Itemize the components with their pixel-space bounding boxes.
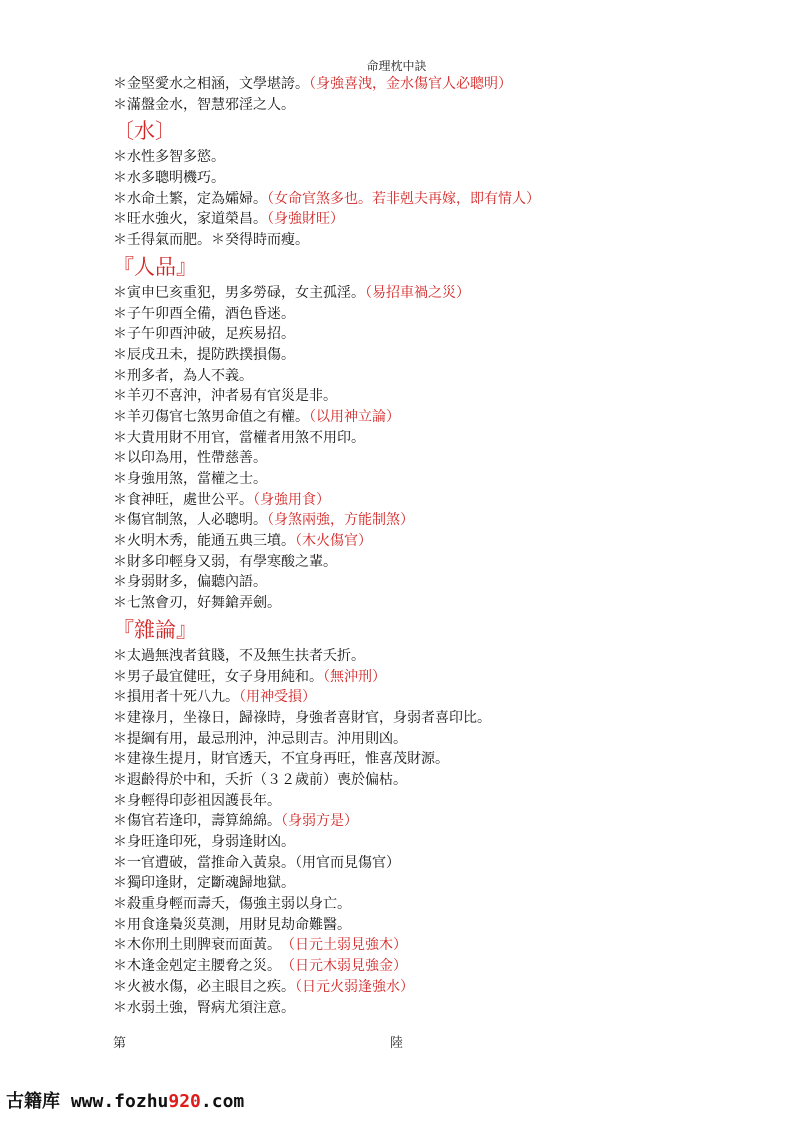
line-text: ＊用食逢梟災莫測，用財見劫命難醫。 bbox=[113, 916, 351, 933]
text-line bbox=[113, 687, 733, 708]
text-line bbox=[113, 490, 733, 511]
line-text: ＊身弱財多，偏聽內語。 bbox=[113, 574, 267, 591]
text-line bbox=[113, 469, 733, 490]
line-annotation: （日元木弱見強金） bbox=[288, 958, 407, 975]
text-line bbox=[113, 770, 733, 791]
line-text: ＊財多印輕身又弱，有學寒酸之輩。 bbox=[113, 553, 337, 570]
text-line bbox=[113, 324, 733, 345]
line-annotation: （無沖刑） bbox=[323, 668, 386, 685]
line-text: ＊太過無洩者貧賤，不及無生扶者夭折。 bbox=[113, 647, 365, 664]
text-line bbox=[113, 667, 733, 688]
footer-right: 陸 bbox=[390, 1036, 404, 1051]
line-text: ＊身強用煞，當權之士。 bbox=[113, 471, 267, 487]
line-text: ＊水性多智多慾。 bbox=[113, 149, 225, 166]
watermark-suffix: .com bbox=[200, 1091, 245, 1112]
text-line bbox=[113, 593, 733, 614]
line-annotation: （以用神立論） bbox=[309, 408, 400, 425]
text-line bbox=[113, 386, 733, 407]
text-line bbox=[113, 366, 733, 387]
line-text: ＊建祿月，坐祿日，歸祿時，身強者喜財官，身弱者喜印比。 bbox=[113, 709, 491, 726]
line-text: ＊壬得氣而肥。＊癸得時而瘦。 bbox=[113, 232, 309, 249]
section-heading: 『雜論』 bbox=[113, 617, 197, 642]
watermark-highlight: 920 bbox=[168, 1091, 201, 1112]
text-line bbox=[113, 230, 733, 251]
line-text: ＊木你刑土則脾衰而面黃。 bbox=[113, 937, 288, 954]
footer-left: 第 bbox=[113, 1036, 127, 1051]
text-line bbox=[113, 74, 733, 95]
line-text: ＊建祿生提月，財官透天，不宜身再旺，惟喜茂財源。 bbox=[113, 751, 449, 768]
line-text: ＊滿盤金水，智慧邪淫之人。 bbox=[113, 96, 295, 113]
text-line bbox=[113, 209, 733, 230]
text-line bbox=[113, 977, 733, 998]
page-header: 命理枕中訣 bbox=[366, 59, 427, 73]
text-line bbox=[113, 168, 733, 189]
line-text: ＊男子最宜健旺，女子身用純和。 bbox=[113, 668, 323, 685]
text-line bbox=[113, 552, 733, 573]
text-line bbox=[113, 832, 733, 853]
line-text: ＊損用者十死八九。 bbox=[113, 689, 239, 706]
line-text: ＊提綱有用，最忌刑沖，沖忌則吉。沖用則凶。 bbox=[113, 730, 407, 747]
line-text: ＊水多聰明機巧。 bbox=[113, 170, 225, 187]
line-text: ＊羊刃不喜沖，沖者易有官災是非。 bbox=[113, 388, 337, 405]
text-line bbox=[113, 407, 733, 428]
line-text: ＊火明木秀，能通五典三墳。 bbox=[113, 533, 295, 550]
text-line bbox=[113, 189, 733, 210]
line-text: ＊以印為用，性帶慈善。 bbox=[113, 450, 267, 467]
text-line bbox=[113, 729, 733, 750]
line-text: ＊傷官若逢印，壽算綿綿。 bbox=[113, 813, 281, 830]
line-text: ＊身旺逢印死，身弱逢財凶。 bbox=[113, 834, 295, 850]
line-text: ＊七煞會刃，好舞鎗弄劍。 bbox=[113, 595, 281, 612]
section-heading: 『人品』 bbox=[113, 254, 197, 279]
line-annotation: （易招車禍之災） bbox=[365, 284, 470, 301]
line-text: ＊獨印逢財，定斷魂歸地獄。 bbox=[113, 875, 295, 892]
line-annotation: （日元火弱逢強水） bbox=[295, 978, 414, 995]
line-annotation: （日元土弱見強木） bbox=[288, 937, 407, 954]
text-line bbox=[113, 708, 733, 729]
line-annotation: （用神受損） bbox=[239, 689, 316, 706]
line-text: ＊子午卯酉全備，酒色昏迷。 bbox=[113, 305, 295, 322]
text-line bbox=[113, 95, 733, 116]
line-text: ＊羊刃傷官七煞男命值之有權。 bbox=[113, 408, 309, 425]
text-line bbox=[113, 894, 733, 915]
line-text: ＊刑多者，為人不義。 bbox=[113, 367, 253, 384]
text-line bbox=[113, 915, 733, 936]
text-line bbox=[113, 448, 733, 469]
text-line bbox=[113, 304, 733, 325]
text-line bbox=[113, 791, 733, 812]
line-annotation: （身煞兩強，方能制煞） bbox=[267, 512, 414, 529]
text-line bbox=[113, 572, 733, 593]
line-text: ＊旺水強火，家道榮昌。 bbox=[113, 211, 267, 228]
text-line bbox=[113, 873, 733, 894]
line-text: ＊身輕得印彭祖因護長年。 bbox=[113, 792, 281, 809]
text-line bbox=[113, 998, 733, 1019]
line-annotation: （身強財旺） bbox=[267, 211, 344, 228]
line-annotation: （身強用食） bbox=[253, 491, 330, 508]
line-text: ＊大貴用財不用官，當權者用煞不用印。 bbox=[113, 429, 365, 446]
line-text: ＊遐齡得於中和，夭折（３２歲前）喪於偏枯。 bbox=[113, 771, 407, 788]
text-line bbox=[113, 853, 733, 874]
text-line bbox=[113, 956, 733, 977]
text-line bbox=[113, 749, 733, 770]
text-line bbox=[113, 345, 733, 366]
text-line bbox=[113, 428, 733, 449]
line-annotation: （身強喜洩，金水傷官人必聰明） bbox=[309, 76, 512, 92]
site-watermark bbox=[6, 1087, 244, 1113]
line-text: ＊殺重身輕而壽夭，傷強主弱以身亡。 bbox=[113, 896, 351, 913]
text-line bbox=[113, 510, 733, 531]
line-text: ＊子午卯酉沖破，足疾易招。 bbox=[113, 326, 295, 343]
line-text: ＊一官遭破，當推命入黃泉。（用官而見傷官） bbox=[113, 854, 400, 871]
text-line bbox=[113, 935, 733, 956]
line-text: ＊木逢金剋定主腰脅之災。 bbox=[113, 958, 288, 975]
line-text: ＊寅申巳亥重犯，男多勞碌，女主孤淫。 bbox=[113, 284, 365, 301]
line-annotation: （女命官煞多也。若非剋夫再嫁，即有情人） bbox=[267, 190, 540, 207]
text-line bbox=[113, 646, 733, 667]
document-body bbox=[113, 74, 733, 1018]
line-text: ＊水命土繁，定為孀婦。 bbox=[113, 190, 267, 207]
section-heading: 〔水〕 bbox=[113, 119, 176, 144]
text-line bbox=[113, 147, 733, 168]
line-text: ＊辰戌丑未，提防跌撲損傷。 bbox=[113, 346, 295, 363]
line-annotation: （木火傷官） bbox=[295, 533, 372, 550]
text-line bbox=[113, 531, 733, 552]
line-text: ＊火被水傷，必主眼目之疾。 bbox=[113, 978, 295, 995]
line-annotation: （身弱方是） bbox=[281, 813, 358, 830]
line-text: ＊食神旺，處世公平。 bbox=[113, 491, 253, 508]
text-line bbox=[113, 283, 733, 304]
line-text: ＊金堅愛水之相涵，文學堪誇。 bbox=[113, 76, 309, 92]
line-text: ＊傷官制煞，人必聰明。 bbox=[113, 512, 267, 529]
text-line bbox=[113, 811, 733, 832]
line-text: ＊水弱土強，腎病尤須注意。 bbox=[113, 999, 295, 1016]
watermark-prefix: 古籍库 www.fozhu bbox=[6, 1091, 169, 1112]
